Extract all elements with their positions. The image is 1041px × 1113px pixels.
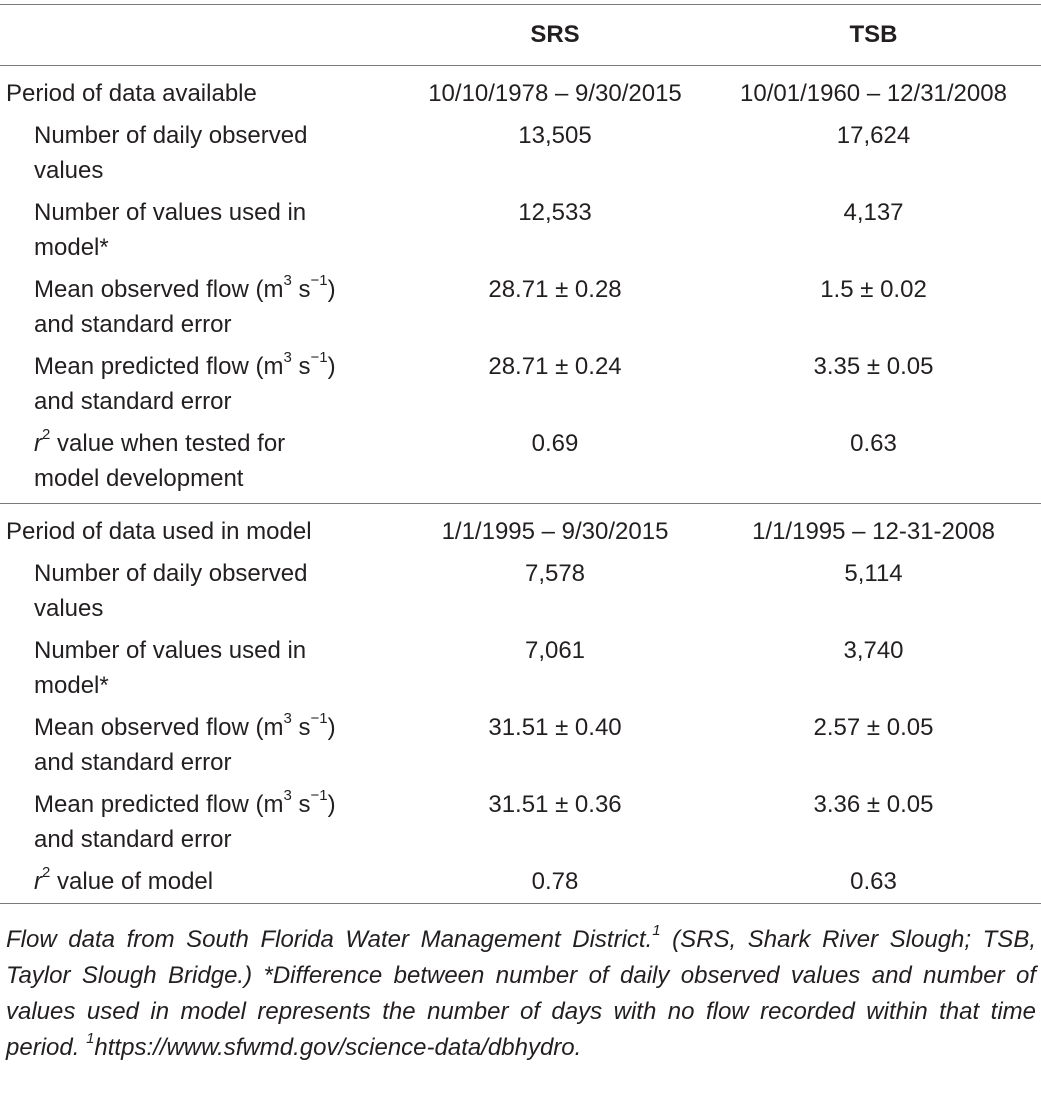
table-row	[0, 703, 1041, 780]
row-label: Number of values used in model*	[34, 637, 307, 699]
tsb-value: 17,624	[836, 122, 911, 149]
section-title: Period of data available	[6, 80, 257, 107]
tsb-value: 0.63	[706, 857, 1041, 904]
table-row	[0, 188, 1041, 265]
table-row	[0, 780, 1041, 857]
srs-value: 12,533	[518, 199, 592, 226]
table-row	[0, 626, 1041, 703]
srs-value: 0.69	[404, 419, 706, 504]
section-row	[0, 66, 1041, 112]
header-srs: SRS	[404, 5, 706, 66]
row-label: Mean observed flow ($m^3$ $s^{-1}$) and standard error	[34, 710, 336, 776]
srs-value: 13,505	[518, 122, 592, 149]
tsb-period: 10/01/1960 – 12/31/2008	[740, 80, 1007, 107]
srs-period: 10/10/1978 – 9/30/2015	[428, 80, 682, 107]
table-row	[0, 857, 1041, 904]
header-tsb: TSB	[706, 5, 1041, 66]
table-footnote: Flow data from South Florida Water Management District.$^1$ (SRS, Shark River Slough; TSB, Taylor Slough Bridge.) *Difference between number of daily observed values and number of values used in model represents the number of days with no flow recorded within that time period. $^1$https://www.sfwmd.gov/science-data/dbhydro.	[6, 922, 1036, 1061]
section-title: Period of data used in model	[6, 518, 312, 545]
section-row	[0, 504, 1041, 550]
table-row	[0, 265, 1041, 342]
tsb-value: 1.5 ± 0.02	[820, 276, 927, 303]
tsb-value: 2.57 ± 0.05	[813, 714, 934, 741]
srs-value: 31.51 ± 0.40	[488, 714, 622, 741]
srs-value: 7,061	[524, 637, 586, 664]
table-row	[0, 342, 1041, 419]
srs-value: 28.71 ± 0.28	[488, 276, 622, 303]
row-label: Number of daily observed values	[34, 560, 308, 622]
tsb-value: 4,137	[843, 199, 904, 226]
row-label: Mean predicted flow ($m^3$ $s^{-1}$) and standard error	[34, 349, 336, 415]
srs-value: 28.71 ± 0.24	[488, 353, 622, 380]
tsb-value: 3,740	[843, 637, 904, 664]
header-blank	[0, 5, 404, 66]
srs-period: 1/1/1995 – 9/30/2015	[441, 518, 669, 545]
table-row	[0, 111, 1041, 188]
table-row	[0, 419, 1041, 504]
tsb-value: 3.36 ± 0.05	[813, 791, 934, 818]
row-label: Mean observed flow ($m^3$ $s^{-1}$) and standard error	[34, 272, 336, 338]
flow-data-table	[0, 4, 1041, 904]
tsb-value: 5,114	[844, 560, 903, 587]
row-label: $r^2$ value of model	[0, 857, 404, 904]
tsb-value: 0.63	[706, 419, 1041, 504]
srs-value: 7,578	[524, 560, 586, 587]
row-label: Number of values used in model*	[34, 199, 307, 261]
tsb-period: 1/1/1995 – 12-31-2008	[752, 518, 995, 545]
row-label: $r^2$ value when tested for model development	[0, 419, 404, 504]
srs-value: 0.78	[404, 857, 706, 904]
table-row	[0, 549, 1041, 626]
row-label: Number of daily observed values	[34, 122, 308, 184]
row-label: Mean predicted flow ($m^3$ $s^{-1}$) and standard error	[34, 787, 336, 853]
source-link[interactable]: https://www.sfwmd.gov/science-data/dbhydro.	[94, 1034, 582, 1061]
srs-value: 31.51 ± 0.36	[488, 791, 622, 818]
tsb-value: 3.35 ± 0.05	[813, 353, 934, 380]
table-header-row	[0, 5, 1041, 66]
